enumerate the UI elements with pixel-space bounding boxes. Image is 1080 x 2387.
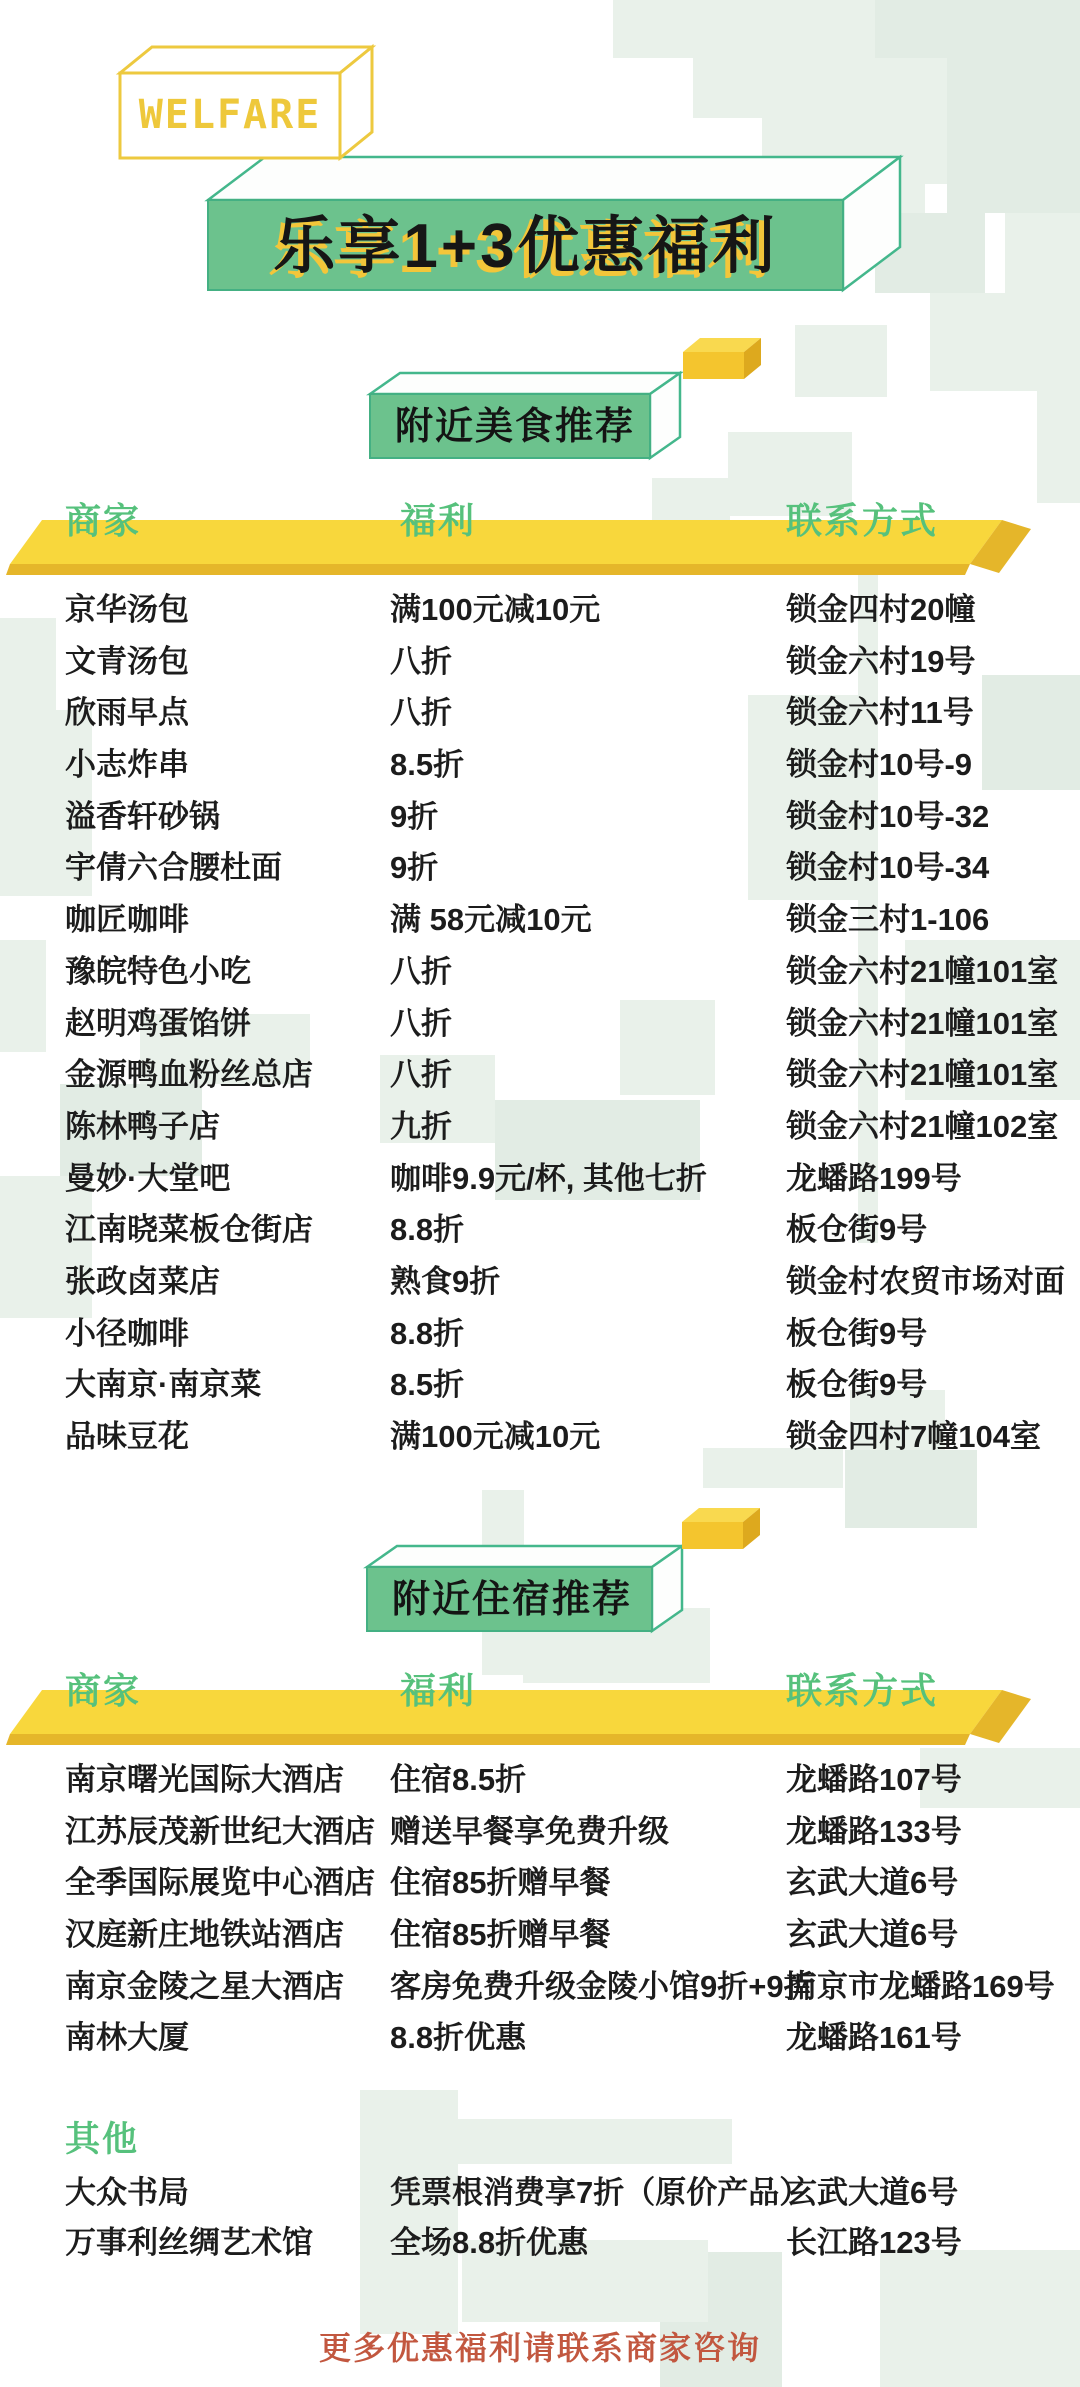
merchant-name: 京华汤包: [65, 592, 189, 627]
contact-address: 锁金六村21幢101室: [786, 1057, 1059, 1093]
table-row: [0, 687, 1080, 739]
merchant-name: 文青汤包: [65, 643, 189, 679]
table-row: [0, 1909, 1080, 1961]
merchant-name: 汉庭新庄地铁站酒店: [65, 1917, 344, 1953]
table-row: [0, 1806, 1080, 1858]
other-table: [0, 2168, 1080, 2268]
merchant-name: 南京金陵之星大酒店: [65, 1968, 344, 2004]
contact-address: 龙蟠路199号: [786, 1160, 962, 1196]
yellow-cube-icon: [682, 1508, 760, 1549]
table-row: [0, 2168, 1080, 2218]
merchant-name: 陈林鸭子店: [65, 1108, 220, 1144]
merchant-name: 溢香轩砂锅: [65, 798, 220, 834]
benefit-value: 八折: [390, 643, 452, 679]
section-header-other: 其他: [65, 2120, 140, 2159]
contact-address: 锁金村农贸市场对面: [786, 1263, 1065, 1299]
benefit-value: 客房免费升级金陵小馆9折+9折: [390, 1968, 815, 2004]
benefit-value: 八折: [390, 695, 452, 731]
table-row: [0, 791, 1080, 843]
contact-address: 龙蟠路133号: [786, 1813, 962, 1849]
food-table: [0, 584, 1080, 1463]
table-row: [0, 1411, 1080, 1463]
benefit-value: 八折: [390, 953, 452, 989]
merchant-name: 曼妙·大堂吧: [65, 1160, 231, 1196]
contact-address: 锁金六村21幢101室: [786, 1005, 1059, 1041]
table-row: [0, 842, 1080, 894]
contact-address: 锁金六村11号: [786, 695, 974, 731]
table-row: [0, 636, 1080, 688]
hotel-col-merchant: 商家: [65, 1670, 142, 1711]
table-row: [0, 2218, 1080, 2268]
table-row: [0, 1754, 1080, 1806]
benefit-value: 八折: [390, 1057, 452, 1093]
hotel-col-contact: 联系方式: [786, 1670, 939, 1711]
table-row: [0, 1359, 1080, 1411]
table-row: [0, 1153, 1080, 1205]
food-col-contact: 联系方式: [786, 500, 939, 541]
contact-address: 玄武大道6号: [786, 2175, 959, 2210]
benefit-value: 住宿8.5折: [390, 1762, 527, 1797]
benefit-value: 满100元减10元: [390, 1419, 601, 1454]
contact-address: 板仓街9号: [786, 1367, 928, 1403]
benefit-value: 住宿85折赠早餐: [390, 1917, 611, 1953]
table-row: [0, 584, 1080, 636]
table-row: [0, 739, 1080, 791]
merchant-name: 全季国际展览中心酒店: [65, 1865, 375, 1901]
benefit-value: 九折: [390, 1108, 452, 1144]
merchant-name: 江南晓菜板仓街店: [65, 1212, 313, 1248]
contact-address: 龙蟠路107号: [786, 1762, 962, 1797]
merchant-name: 咖匠咖啡: [65, 902, 189, 938]
merchant-name: 金源鸭血粉丝总店: [65, 1057, 313, 1093]
hotel-col-benefit: 福利: [400, 1670, 477, 1711]
table-row: [0, 1204, 1080, 1256]
merchant-name: 南林大厦: [65, 2020, 189, 2056]
contact-address: 锁金三村1-106: [786, 902, 990, 938]
benefit-value: 满 58元减10元: [390, 902, 592, 938]
contact-address: 板仓街9号: [786, 1212, 928, 1248]
contact-address: 板仓街9号: [786, 1315, 928, 1351]
contact-address: 长江路123号: [786, 2225, 962, 2260]
benefit-value: 赠送早餐享免费升级: [390, 1813, 669, 1849]
table-row: [0, 1049, 1080, 1101]
merchant-name: 品味豆花: [65, 1419, 189, 1454]
page-title: 乐享1+3优惠福利: [273, 212, 778, 281]
benefit-value: 咖啡9.9元/杯, 其他七折: [390, 1160, 707, 1196]
benefit-value: 住宿85折赠早餐: [390, 1865, 611, 1901]
table-row: [0, 894, 1080, 946]
contact-address: 玄武大道6号: [786, 1917, 959, 1953]
merchant-name: 赵明鸡蛋馅饼: [65, 1005, 251, 1041]
merchant-name: 豫皖特色小吃: [65, 953, 251, 989]
hotel-table: [0, 1754, 1080, 2064]
benefit-value: 8.8折: [390, 1212, 465, 1248]
contact-address: 锁金村10号-9: [786, 747, 973, 783]
benefit-value: 9折: [390, 798, 439, 834]
contact-address: 锁金六村21幢102室: [786, 1108, 1059, 1144]
contact-address: 锁金六村19号: [786, 643, 976, 679]
table-row: [0, 1857, 1080, 1909]
food-col-merchant: 商家: [65, 500, 142, 541]
contact-address: 锁金四村7幢104室: [786, 1419, 1041, 1454]
table-row: [0, 998, 1080, 1050]
contact-address: 锁金四村20幢: [786, 592, 976, 627]
benefit-value: 凭票根消费享7折（原价产品）: [390, 2175, 811, 2210]
footer-note: 更多优惠福利请联系商家咨询: [318, 2330, 761, 2366]
food-col-benefit: 福利: [400, 500, 477, 541]
merchant-name: 万事利丝绸艺术馆: [65, 2225, 313, 2260]
table-row: [0, 1101, 1080, 1153]
yellow-cube-icon: [683, 338, 761, 379]
benefit-value: 全场8.8折优惠: [390, 2225, 589, 2260]
welfare-banner-label: WELFARE: [138, 92, 322, 138]
merchant-name: 大南京·南京菜: [65, 1367, 262, 1403]
contact-address: 南京市龙蟠路169号: [786, 1968, 1055, 2004]
merchant-name: 张政卤菜店: [65, 1263, 220, 1299]
benefit-value: 熟食9折: [390, 1263, 501, 1299]
contact-address: 锁金村10号-34: [786, 850, 990, 886]
benefit-value: 8.8折: [390, 1315, 465, 1351]
benefit-value: 满100元减10元: [390, 592, 601, 627]
benefit-value: 8.5折: [390, 747, 465, 783]
contact-address: 玄武大道6号: [786, 1865, 959, 1901]
merchant-name: 小径咖啡: [65, 1315, 189, 1351]
merchant-name: 宇倩六合腰杜面: [65, 850, 282, 886]
contact-address: 锁金六村21幢101室: [786, 953, 1059, 989]
benefit-value: 9折: [390, 850, 439, 886]
merchant-name: 小志炸串: [65, 747, 189, 783]
table-row: [0, 1256, 1080, 1308]
merchant-name: 江苏辰茂新世纪大酒店: [65, 1813, 375, 1849]
contact-address: 锁金村10号-32: [786, 798, 990, 834]
benefit-value: 八折: [390, 1005, 452, 1041]
merchant-name: 南京曙光国际大酒店: [65, 1762, 344, 1797]
table-row: [0, 2012, 1080, 2064]
benefit-value: 8.5折: [390, 1367, 465, 1403]
section-header-food: 附近美食推荐: [395, 406, 636, 448]
benefit-value: 8.8折优惠: [390, 2020, 527, 2056]
section-header-hotel: 附近住宿推荐: [392, 1579, 633, 1621]
contact-address: 龙蟠路161号: [786, 2020, 962, 2056]
table-row: [0, 1308, 1080, 1360]
table-row: [0, 946, 1080, 998]
table-row: [0, 1961, 1080, 2013]
merchant-name: 欣雨早点: [65, 695, 189, 731]
merchant-name: 大众书局: [65, 2175, 189, 2210]
